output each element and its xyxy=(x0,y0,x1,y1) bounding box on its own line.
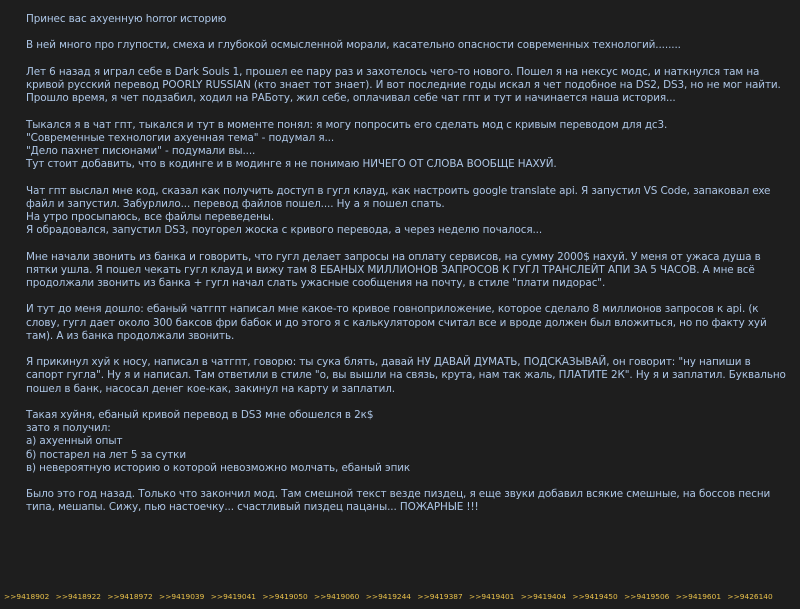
post-paragraph: Чат гпт выслал мне код, сказал как получить доступ в гугл клауд, как настроить google translate api. Я запустил VS Code, запаковал exe файл и запустил. Забурлило... перевод файлов пошел.... Ну а я пошел спать. На утро просыпаюсь, все файлы переведены. Я обрадовался, запустил DS3, поугорел жоска с кривого перевода, а через неделю почалося... xyxy=(26,184,771,237)
reply-link[interactable]: >>9419039 xyxy=(159,592,205,601)
reply-link[interactable]: >>9419041 xyxy=(210,592,256,601)
post-paragraph: В ней много про глупости, смеха и глубокой осмысленной морали, касательно опасности современных технологий........ xyxy=(26,39,681,52)
post-paragraph: Было это год назад. Только что закончил мод. Там смешной текст везде пиздец, я еще звуки добавил всякие смешные, на боссов песни типа, мешапы. Сижу, пью настоечку... счастливый пиздец пацаны... ПОЖАРНЫЕ !!! xyxy=(26,488,774,514)
reply-link[interactable]: >>9418922 xyxy=(55,592,101,601)
reply-link[interactable]: >>9419601 xyxy=(675,592,722,601)
post-paragraph: Мне начали звонить из банка и говорить, что гугл делает запросы на оплату сервисов, на сумму 2000$ нахуй. У меня от ужаса душа в пятки ушла. Я пошел чекать гугл клауд и вижу там 8 ЕБАНЫХ МИЛЛИОНОВ ЗАПРОСОВ К ГУГЛ ТРАНСЛЕЙТ АПИ ЗА 5 ЧАСОВ. А мне всё продолжали звонить из банка + гугл начал слать ужасные сообщения на почту, в стиле "плати пидорас". xyxy=(26,250,764,289)
post-paragraph: И тут до меня дошло: ебаный чатгпт написал мне какое-то кривое говноприложение, которое сделало 8 миллионов запросов к api. (к слову, гугл дает около 300 баксов фри бабок и до этого я с калькулятором считал все и вроде должен был вложиться, но по факту хуй там). А из банка продолжали звонить. xyxy=(26,303,770,342)
reply-link[interactable]: >>9418902 xyxy=(4,592,50,601)
reply-link[interactable]: >>9419060 xyxy=(314,592,360,601)
reply-link[interactable]: >>9419401 xyxy=(469,592,515,601)
post-paragraph: Тыкался я в чат гпт, тыкался и тут в моменте понял: я могу попросить его сделать мод с кривым переводом для дс3. "Современные технологии ахуенная тема" - подумал я... "Дело пахнет писюнами" - подумали вы.... Тут стоит добавить, что в кодинге и в модинге я не понимаю НИЧЕГО ОТ СЛОВА ВООБЩЕ НАХУЙ. xyxy=(26,118,668,171)
reply-link[interactable]: >>9419244 xyxy=(365,592,412,601)
reply-link[interactable]: >>9419050 xyxy=(262,592,308,601)
post-title: Принес вас ахуенную horror историю xyxy=(26,13,227,25)
reply-link[interactable]: >>9419506 xyxy=(624,592,670,601)
reply-link[interactable]: >>9419450 xyxy=(572,592,618,601)
post-body xyxy=(26,13,790,528)
reply-link[interactable]: >>9426140 xyxy=(727,592,773,601)
post-paragraph: Такая хуйня, ебаный кривой перевод в DS3 мне обошелся в 2к$ зато я получил: а) ахуенный опыт б) постарел на лет 5 за сутки в) невероятную историю о которой невозможно молчать, ебаный эпик xyxy=(26,408,411,474)
reply-link[interactable]: >>9419404 xyxy=(520,592,567,601)
post-paragraph: Я прикинул хуй к носу, написал в чатгпт, говорю: ты сука блять, давай НУ ДАВАЙ ДУМАТЬ, ПОДСКАЗЫВАЙ, он говорит: "ну напиши в сапорт гугла". Ну я и написал. Там ответили в стиле "о, вы вышли на связь, крута, нам так жаль, ПЛАТИТЕ 2К". Ну я и заплатил. Буквально пошел в банк, насосал денег кое-как, закинул на карту и заплатил. xyxy=(26,356,790,395)
reply-link[interactable]: >>9418972 xyxy=(107,592,153,601)
post-paragraph: Лет 6 назад я играл себе в Dark Souls 1, прошел ее пару раз и захотелось чего-то нового. Пошел я на нексус модс, и наткнулся там на кривой русский перевод POORLY RUSSIAN (кто знает тот знает). И вот последние годы искал я чет подобное на DS2, DS3, но не мог найти. Прошло время, я чет подзабил, ходил на РАБоту, жил себе, оплачивал себе чат гпт и тут и начинается наша история... xyxy=(26,65,784,105)
reply-link[interactable]: >>9419387 xyxy=(417,592,463,601)
reply-links xyxy=(4,592,796,602)
